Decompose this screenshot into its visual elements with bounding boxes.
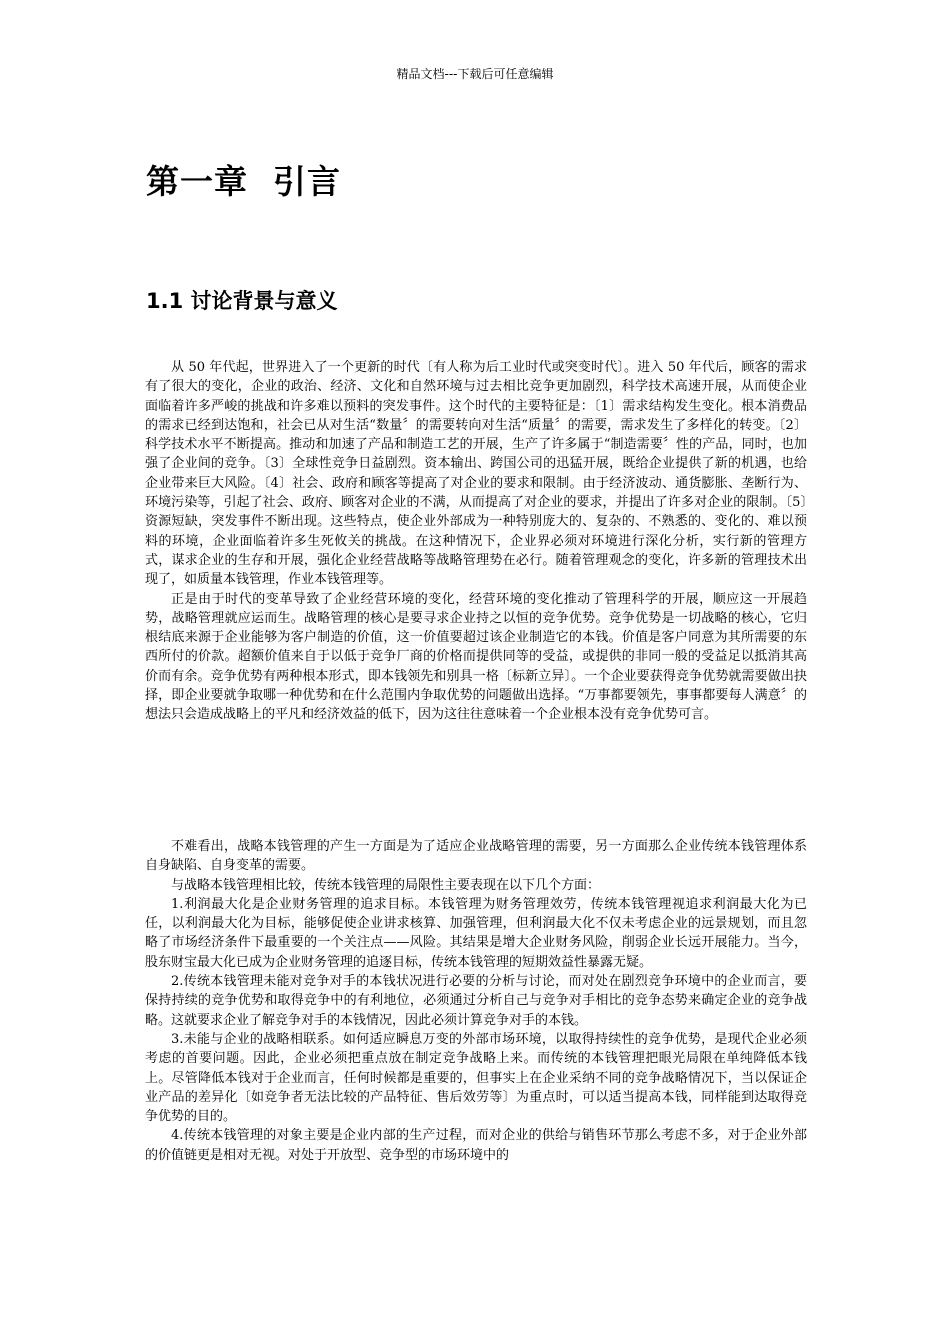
page-header	[0, 66, 950, 82]
header-text: 精品文档---下载后可任意编辑	[396, 67, 554, 81]
section-title: 1.1 讨论背景与意义	[146, 289, 338, 313]
body-block-1	[145, 358, 807, 725]
list-item: 1.利润最大化是企业财务管理的追求目标。本钱管理为财务管理效劳，传统本钱管理视追求利润最大化为已任，以利润最大化为目标，能够促使企业讲求核算、加强管理，但利润最大化不仅未考虑企业的远景规划，而且忽略了市场经济条件下最重要的一个关注点——风险。其结果是增大企业财务风险，削弱企业长远开展能力。当今，股东财宝最大化已成为企业财务管理的追逐目标，传统本钱管理的短期效益性暴露无疑。	[145, 896, 807, 970]
paragraph: 与战略本钱管理相比较，传统本钱管理的局限性主要表现在以下几个方面：	[171, 877, 601, 893]
paragraph: 从 50 年代起，世界进入了一个更新的时代〔有人称为后工业时代或突变时代〕。进入 50 年代后，顾客的需求有了很大的变化，企业的政治、经济、文化和自然环境与过去相比竞争更加剧烈，科学技术高速开展，从而使企业面临着许多严峻的挑战和许多难以预料的突发事件。这个时代的主要特征是：〔1〕需求结构发生变化。根本消费品的需求已经到达饱和，社会已从对生活“数量〞的需要转向对生活“质量〞的需要，需求发生了多样化的转变。〔2〕科学技术水平不断提高。推动和加速了产品和制造工艺的开展，生产了许多属于“制造需要〞性的产品，同时，也加强了企业间的竞争。〔3〕全球性竞争日益剧烈。资本输出、跨国公司的迅猛开展，既给企业提供了新的机遇，也给企业带来巨大风险。〔4〕社会、政府和顾客等提高了对企业的要求和限制。由于经济波动、通货膨胀、垄断行为、环境污染等，引起了社会、政府、顾客对企业的不满，从而提高了对企业的要求，并提出了许多对企业的限制。〔5〕资源短缺，突发事件不断出现。这些特点，使企业外部成为一种特别庞大的、复杂的、不熟悉的、变化的、难以预料的环境，企业面临着许多生死攸关的挑战。在这种情况下，企业界必须对环境进行深化分析，实行新的管理方式，谋求企业的生存和开展，强化企业经营战略等战略管理势在必行。随着管理观念的变化，许多新的管理技术出现了，如质量本钱管理，作业本钱管理等。	[145, 360, 807, 588]
paragraph: 不难看出，战略本钱管理的产生一方面是为了适应企业战略管理的需要，另一方面那么企业传统本钱管理体系自身缺陷、自身变革的需要。	[145, 839, 807, 874]
list-item: 2.传统本钱管理未能对竞争对手的本钱状况进行必要的分析与讨论，而对处在剧烈竞争环境中的企业而言，要保持持续的竞争优势和取得竞争中的有利地位，必须通过分析自己与竞争对手相比的竞争态势来确定企业的竞争战略。这就要求企业了解竞争对手的本钱情况，因此必须计算竞争对手的本钱。	[145, 974, 807, 1028]
list-item: 3.未能与企业的战略相联系。如何适应瞬息万变的外部市场环境，以取得持续性的竞争优势，是现代企业必须考虑的首要问题。因此，企业必须把重点放在制定竞争战略上来。而传统的本钱管理把眼光局限在单纯降低本钱上。尽管降低本钱对于企业而言，任何时候都是重要的，但事实上在企业采纳不同的竞争战略情况下，当以保证企业产品的差异化〔如竞争者无法比较的产品特征、售后效劳等〕为重点时，可以适当提高本钱，同样能到达取得竞争优势的目的。	[145, 1031, 807, 1125]
body-block-2	[145, 837, 807, 1165]
chapter-title: 第一章 引言	[146, 162, 341, 201]
list-item: 4.传统本钱管理的对象主要是企业内部的生产过程，而对企业的供给与销售环节那么考虑不多，对于企业外部的价值链更是相对无视。对处于开放型、竞争型的市场环境中的	[145, 1128, 807, 1163]
paragraph: 正是由于时代的变革导致了企业经营环境的变化，经营环境的变化推动了管理科学的开展，顺应这一开展趋势，战略管理就应运而生。战略管理的核心是要寻求企业持之以恒的竞争优势。竞争优势是一切战略的核心，它归根结底来源于企业能够为客户制造的价值，这一价值要超过该企业制造它的本钱。价值是客户同意为其所需要的东西所付的价款。超额价值来自于以低于竞争厂商的价格而提供同等的受益，或提供的非同一般的受益足以抵消其高价而有余。竞争优势有两种根本形式，即本钱领先和别具一格〔标新立异〕。一个企业要获得竞争优势就需要做出抉择，即企业要就争取哪一种优势和在什么范围内争取优势的问题做出选择。“万事都要领先，事事都要每人满意〞的想法只会造成战略上的平凡和经济效益的低下，因为这往往意味着一个企业根本没有竞争优势可言。	[145, 591, 807, 723]
